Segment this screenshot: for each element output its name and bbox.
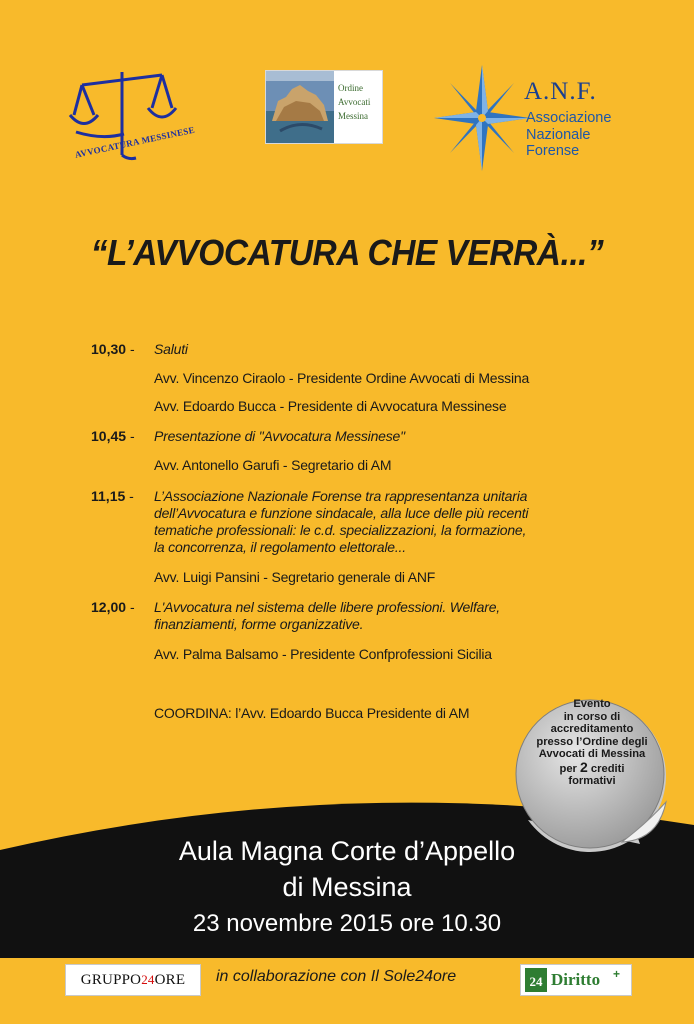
venue-line-2: di Messina <box>282 872 412 902</box>
sticker-line: presso l’Ordine degli <box>536 735 648 748</box>
program-line: Avv. Vincenzo Ciraolo - Presidente Ordine Avvocati di Messina <box>154 370 530 386</box>
program-line: finanziamenti, forme organizzative. <box>154 616 364 632</box>
gruppo-text: GRUPPO <box>80 972 142 988</box>
program-line: Avv. Edoardo Bucca - Presidente di Avvocatura Messinese <box>154 398 507 414</box>
diritto-word: Diritto <box>551 970 601 989</box>
sticker-line: formativi <box>568 775 616 787</box>
time-value: 12,00 <box>91 599 127 615</box>
program-line: Avv. Antonello Garufi - Segretario di AM <box>154 457 392 473</box>
credits-prefix: per <box>559 762 577 775</box>
oam-line: Avvocati <box>338 97 371 107</box>
anf-subtitle-line: Nazionale <box>526 126 591 143</box>
program-line: Avv. Luigi Pansini - Segretario generale di ANF <box>154 569 436 585</box>
time-dash: - <box>129 428 135 444</box>
page-title: “L’AVVOCATURA CHE VERRÀ...” <box>90 232 604 273</box>
am-logo-caption: AVVOCATURA MESSINESE <box>74 124 196 160</box>
oam-line: Messina <box>338 111 368 121</box>
program-line: Presentazione di "Avvocatura Messinese" <box>154 428 405 444</box>
sticker-line: Evento <box>573 698 611 710</box>
diritto-number: 24 <box>525 968 547 992</box>
program-line: dell’Avvocatura e funzione sindacale, alla luce delle più recenti <box>154 505 529 521</box>
program-line: la concorrenza, il regolamento elettorale... <box>154 539 406 555</box>
anf-title: A.N.F. <box>524 78 597 105</box>
oam-line: Ordine <box>338 83 363 93</box>
program-time <box>91 488 134 504</box>
credits-suffix: crediti <box>590 762 625 775</box>
program-line: tematiche professionali: le c.d. specializzazioni, la formazione, <box>154 522 527 538</box>
gruppo-24-ore-logo <box>65 964 201 996</box>
sticker-credits <box>512 758 672 776</box>
program-time <box>91 599 135 615</box>
time-value: 10,45 <box>91 428 127 444</box>
coordinator-line: COORDINA: l’Avv. Edoardo Bucca Presidente di AM <box>154 705 470 721</box>
program-line: L’Associazione Nazionale Forense tra rappresentanza unitaria <box>154 488 528 504</box>
time-dash: - <box>129 599 135 615</box>
gruppo-number: 24 <box>141 972 155 987</box>
program-line: Avv. Palma Balsamo - Presidente Confprofessioni Sicilia <box>154 646 492 662</box>
venue-line-1: Aula Magna Corte d’Appello <box>178 836 516 866</box>
anf-subtitle-line: Forense <box>526 143 580 159</box>
sticker-line: Avvocati di Messina <box>538 748 646 760</box>
program-line: L'Avvocatura nel sistema delle libere professioni. Welfare, <box>154 599 500 615</box>
program-time <box>91 341 135 357</box>
program-time <box>91 428 135 444</box>
plus-icon: + <box>613 967 621 981</box>
anf-subtitle-line: Associazione <box>526 110 612 126</box>
time-dash: - <box>129 341 135 357</box>
gruppo-text-ore: ORE <box>154 972 186 988</box>
sticker-line: in corso di <box>563 710 621 723</box>
time-value: 10,30 <box>91 341 127 357</box>
sticker-text <box>512 698 672 788</box>
program-line: Saluti <box>154 341 188 357</box>
credits-number: 2 <box>580 758 588 775</box>
time-dash: - <box>129 488 134 504</box>
diritto-24-logo <box>520 964 632 996</box>
sticker-line: accreditamento <box>550 723 634 735</box>
collaboration-text: in collaborazione con Il Sole24ore <box>216 968 457 985</box>
event-date: 23 novembre 2015 ore 10.30 <box>192 910 502 937</box>
time-value: 11,15 <box>91 488 126 504</box>
